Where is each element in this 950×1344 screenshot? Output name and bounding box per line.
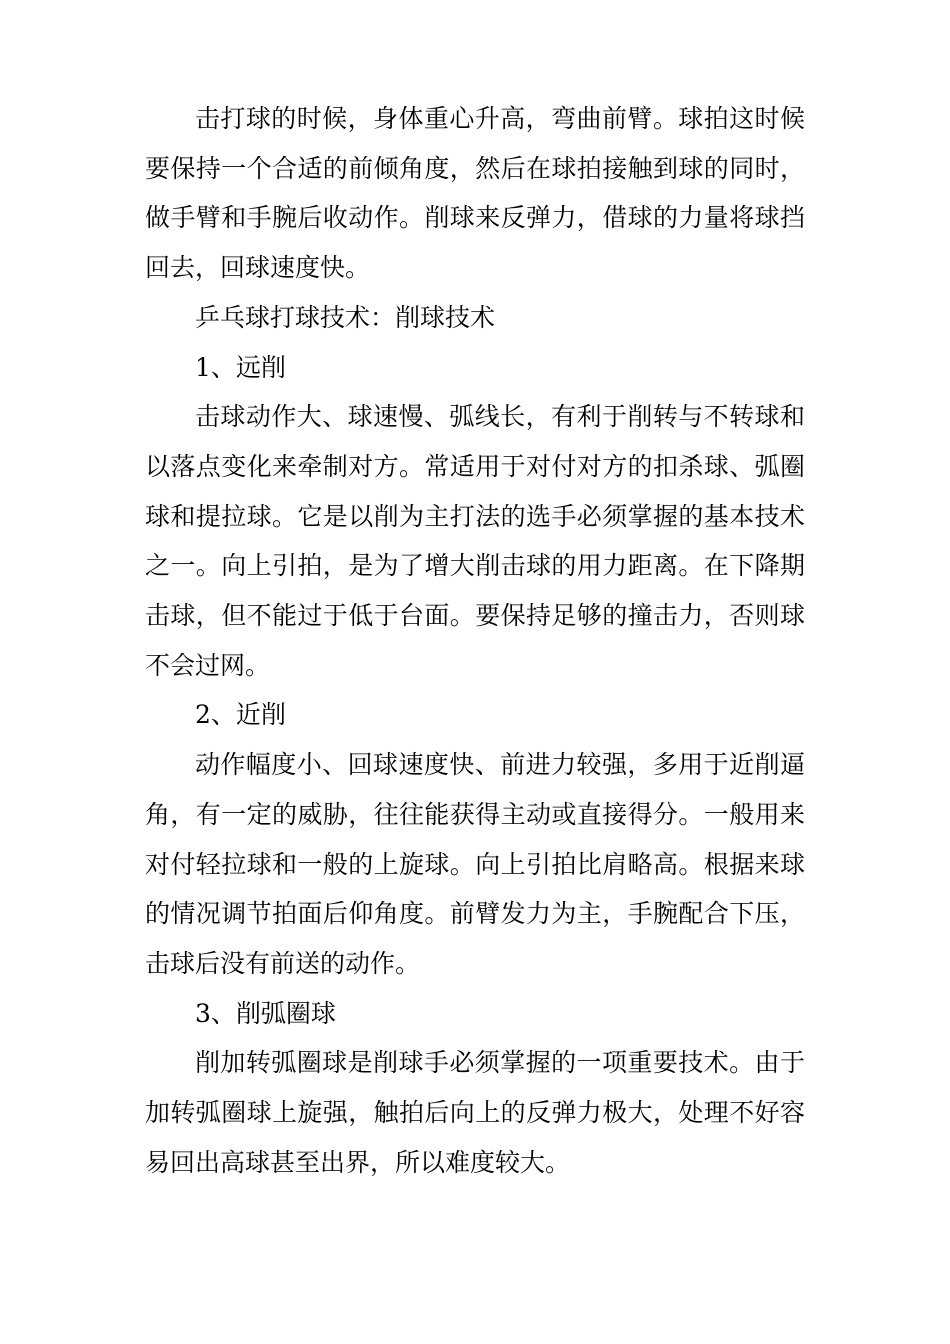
paragraph-chop-loop: 削加转弧圈球是削球手必须掌握的一项重要技术。由于加转弧圈球上旋强，触拍后向上的反弹力极大，处理不好容易回出高球甚至出界，所以难度较大。 bbox=[145, 1048, 805, 1177]
paragraph-return-stroke: 击打球的时候，身体重心升高，弯曲前臂。球拍这时候要保持一个合适的前倾角度，然后在球拍接触到球的同时，做手臂和手腕后收动作。削球来反弹力，借球的力量将球挡回去，回球速度快。 bbox=[145, 104, 805, 283]
paragraph-long-chop: 击球动作大、球速慢、弧线长，有利于削转与不转球和以落点变化来牵制对方。常适用于对付对方的扣杀球、弧圈球和提拉球。它是以削为主打法的选手必须掌握的基本技术之一。向上引拍，是为了增大削击球的用力距离。在下降期击球，但不能过于低于台面。要保持足够的撞击力，否则球不会过网。 bbox=[145, 402, 805, 680]
paragraph-short-chop: 动作幅度小、回球速度快、前进力较强，多用于近削逼角，有一定的威胁，往往能获得主动或直接得分。一般用来对付轻拉球和一般的上旋球。向上引拍比肩略高。根据来球的情况调节拍面后仰角度。前臂发力为主，手腕配合下压，击球后没有前送的动作。 bbox=[145, 750, 805, 978]
section-heading-chop-technique: 乒乓球打球技术：削球技术 bbox=[195, 302, 496, 332]
subheading-long-chop: 1、远削 bbox=[195, 352, 286, 382]
document-body bbox=[145, 94, 805, 1187]
subheading-chop-loop: 3、削弧圈球 bbox=[195, 998, 336, 1028]
subheading-short-chop: 2、近削 bbox=[195, 700, 286, 730]
